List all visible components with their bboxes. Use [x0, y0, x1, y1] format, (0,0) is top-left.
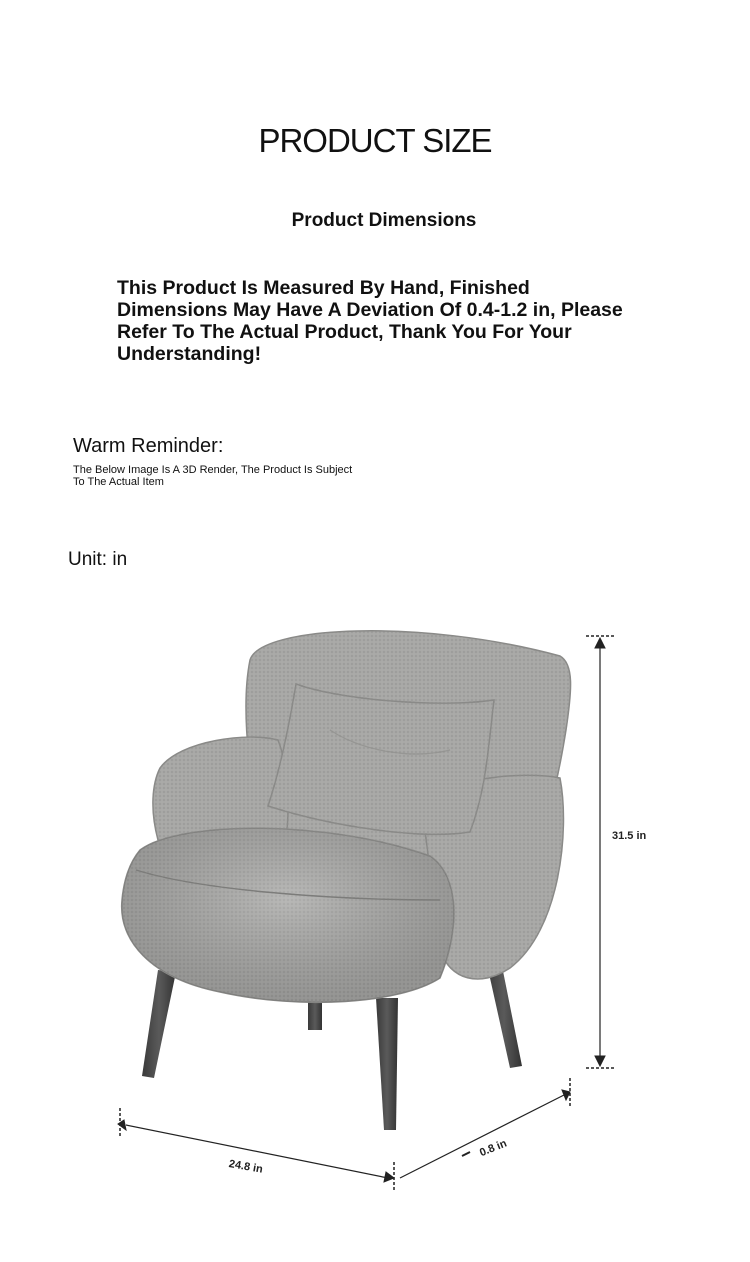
depth-label: 0.8 in [478, 1137, 509, 1160]
height-dimension-line [586, 636, 614, 1068]
chair-pillow [268, 684, 494, 834]
reminder-text: The Below Image Is A 3D Render, The Product Is Subject To The Actual Item [73, 464, 353, 488]
armchair-image [0, 600, 750, 1200]
height-label: 31.5 in [612, 830, 647, 842]
page-title: PRODUCT SIZE [258, 122, 492, 159]
measurement-notice: This Product Is Measured By Hand, Finished Dimensions May Have A Deviation Of 0.4-1.2 in, Please Refer To The Actual Product, Thank You For Your Understanding! [117, 277, 623, 365]
section-subtitle: Product Dimensions [291, 210, 477, 231]
width-label: 24.8 in [227, 1158, 264, 1176]
unit-label: Unit: in [68, 549, 128, 570]
reminder-heading: Warm Reminder: [73, 435, 224, 457]
width-dimension-line [118, 1108, 394, 1192]
depth-dimension-line [400, 1078, 570, 1178]
product-illustration [0, 600, 750, 1200]
